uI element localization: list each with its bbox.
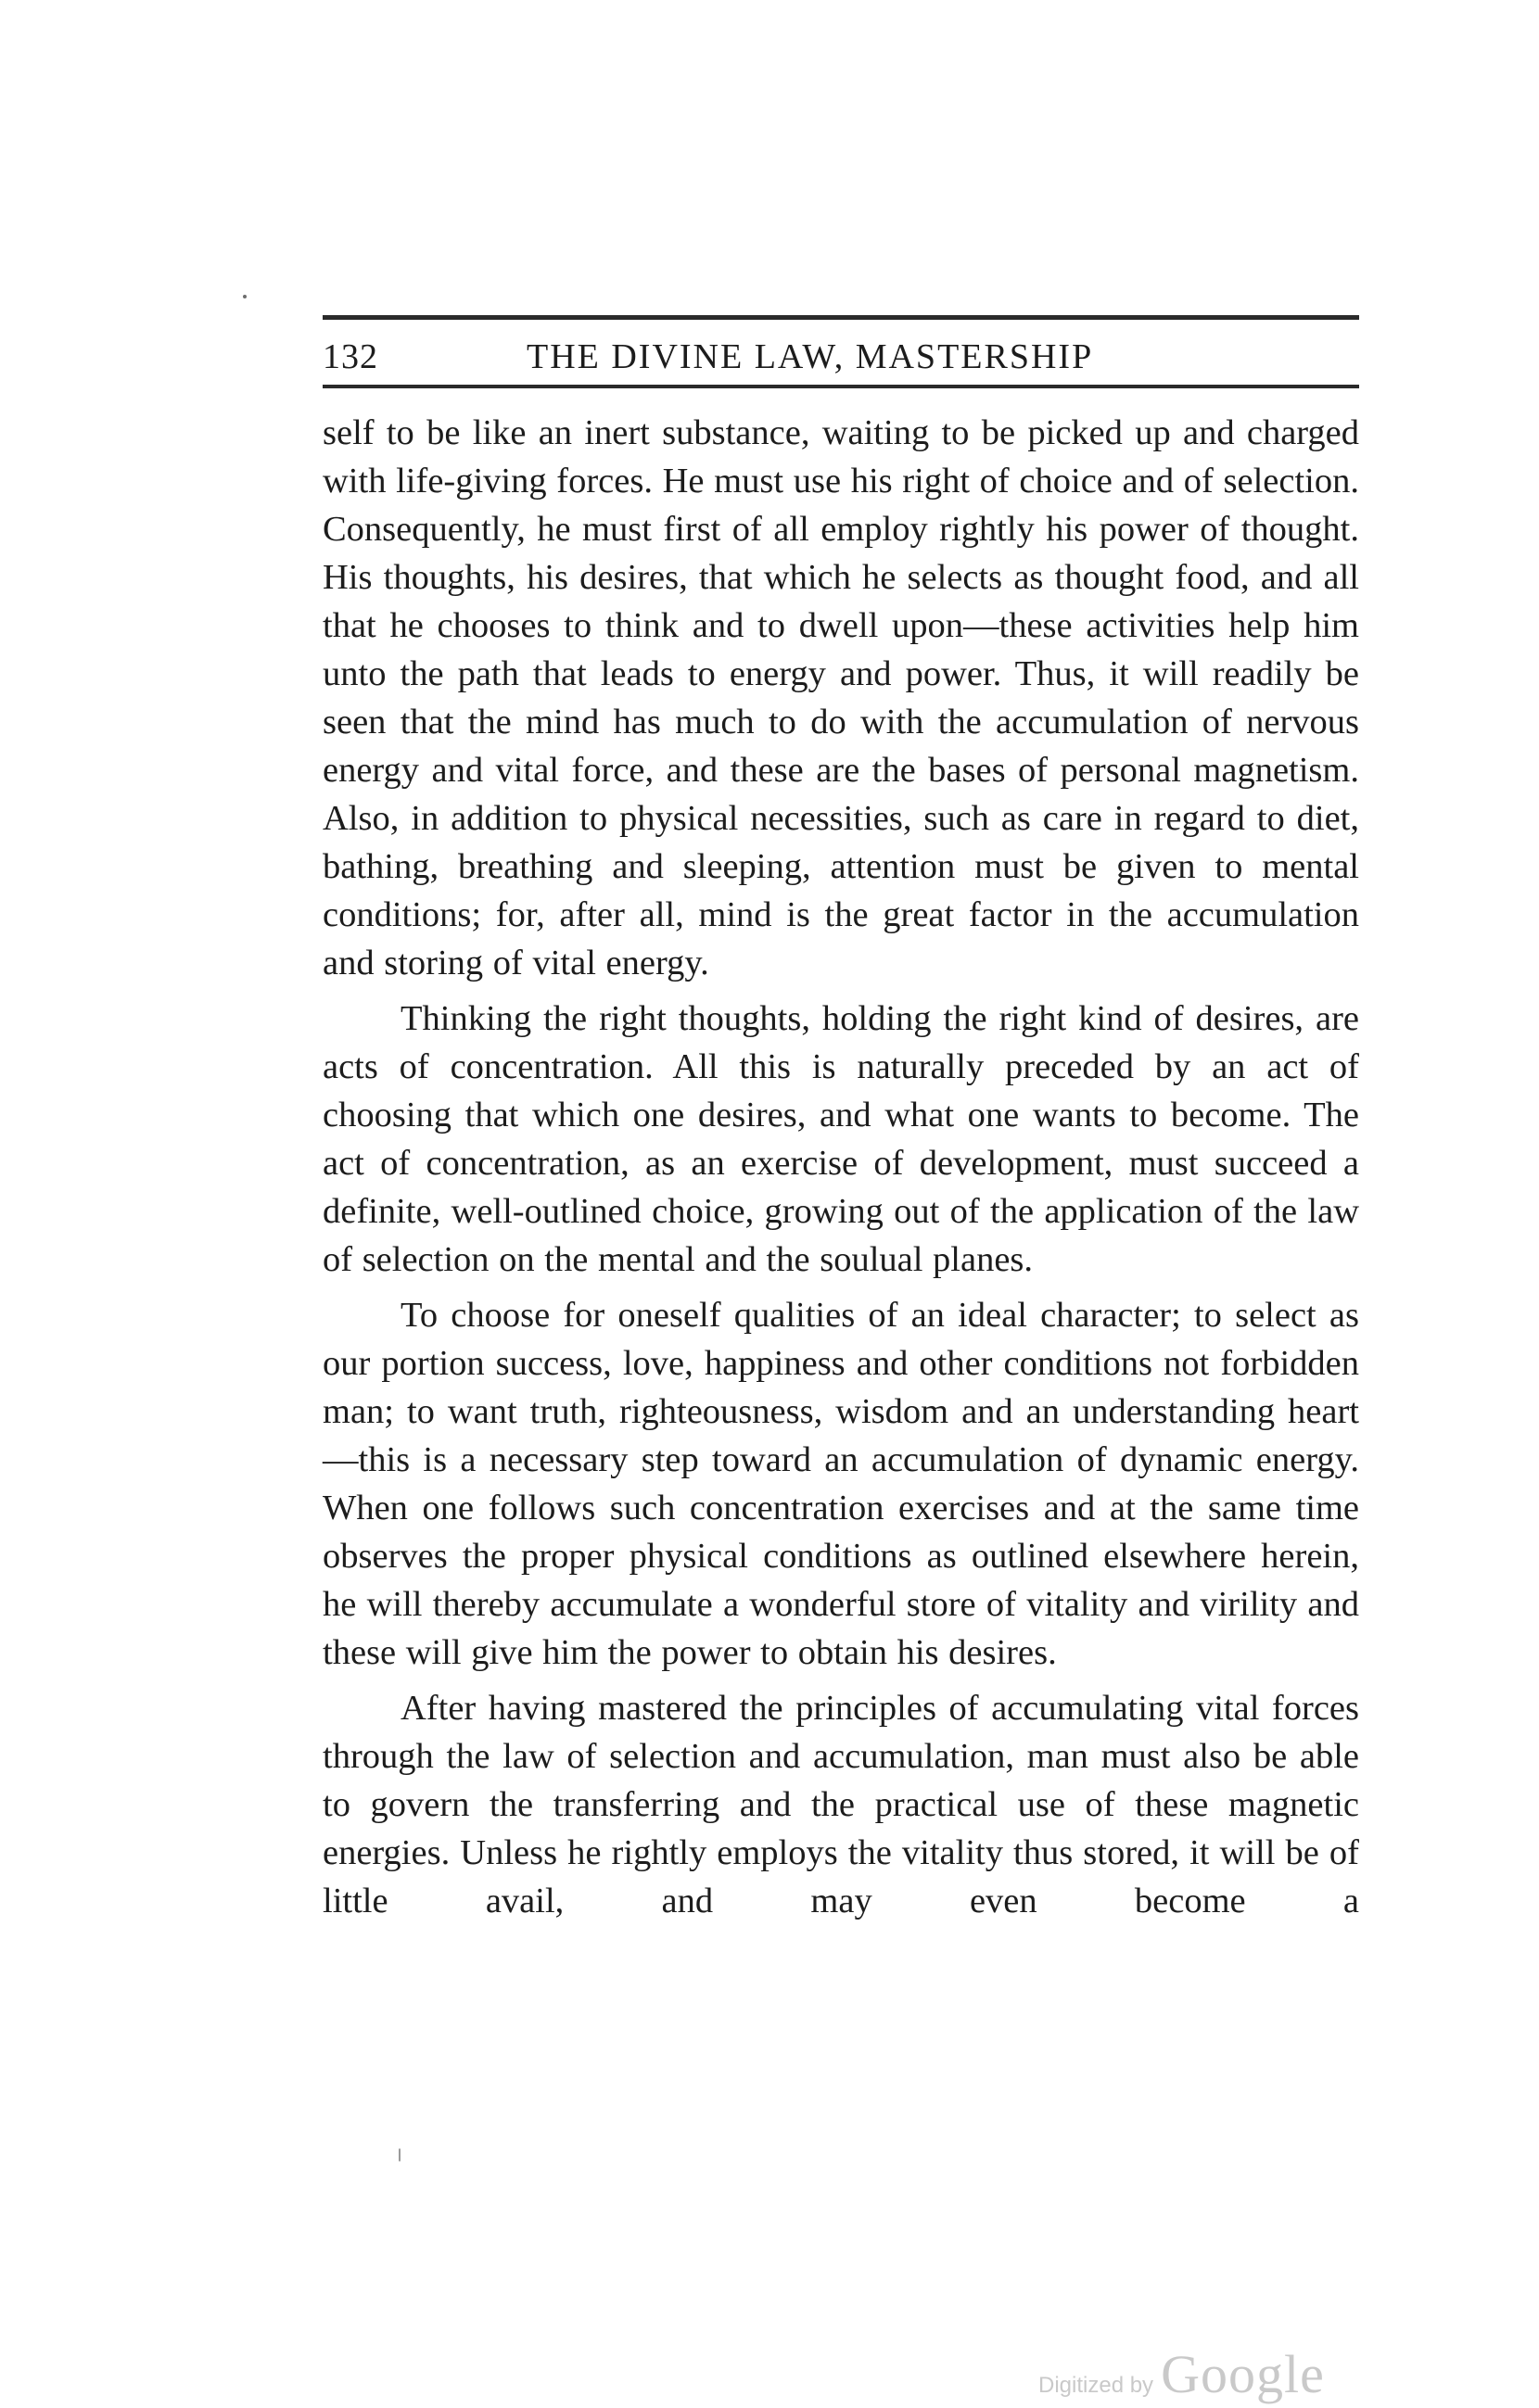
- scan-mark: [399, 2148, 401, 2161]
- watermark-prefix: Digitized by: [1038, 2373, 1154, 2398]
- paragraph-3: To choose for oneself qualities of an ideal character; to select as our portion success, love, happiness and other conditions not forbidden man; to want truth, righteousness, wisdom and an understanding heart—this is a necessary step toward an accumulation of dynamic energy. When one follows such concentration exercises and at the same time observes the proper physical conditions as outlined elsewhere herein, he will thereby accumulate a wonderful store of vitality and virility and these will give him the power to obtain his desires.: [323, 1296, 1359, 1672]
- running-title: THE DIVINE LAW, MASTERSHIP: [527, 337, 1094, 376]
- google-logo: Google: [1161, 2344, 1325, 2404]
- paragraph-1: self to be like an inert substance, waiting to be picked up and charged with life-giving forces. He must use his right of choice and of selection. Consequently, he must first of all employ rightly his power of thought. His thoughts, his desires, that which he selects as thought food, and all that he chooses to think and to dwell upon—these activities help him unto the path that leads to energy and power. Thus, it will readily be seen that the mind has much to do with the accumulation of nervous energy and vital force, and these are the bases of personal magnetism. Also, in addition to physical necessities, such as care in regard to diet, bathing, breathing and sleeping, attention must be given to mental conditions; for, after all, mind is the great factor in the accumulation and storing of vital energy.: [323, 413, 1359, 982]
- scan-speck: [243, 295, 247, 298]
- paragraph-2: Thinking the right thoughts, holding the right kind of desires, are acts of concentration. All this is naturally preceded by an act of choosing that which one desires, and what one wants to become. The act of concentration, as an exercise of development, must succeed a definite, well-outlined choice, growing out of the application of the law of selection on the mental and the soulual planes.: [323, 999, 1359, 1279]
- running-head: [323, 320, 1359, 385]
- header-rule-bottom: [323, 385, 1359, 388]
- book-page: [323, 315, 1359, 1933]
- digitized-watermark: [1038, 2343, 1325, 2405]
- paragraph-4: After having mastered the principles of accumulating vital forces through the law of selection and accumulation, man must also be able to govern the transferring and the practical use of these magnetic energies. Unless he rightly employs the vitality thus stored, it will be of little avail, and may even become a: [323, 1689, 1359, 1920]
- page-number: 132: [323, 337, 378, 376]
- body-text: [323, 409, 1359, 1925]
